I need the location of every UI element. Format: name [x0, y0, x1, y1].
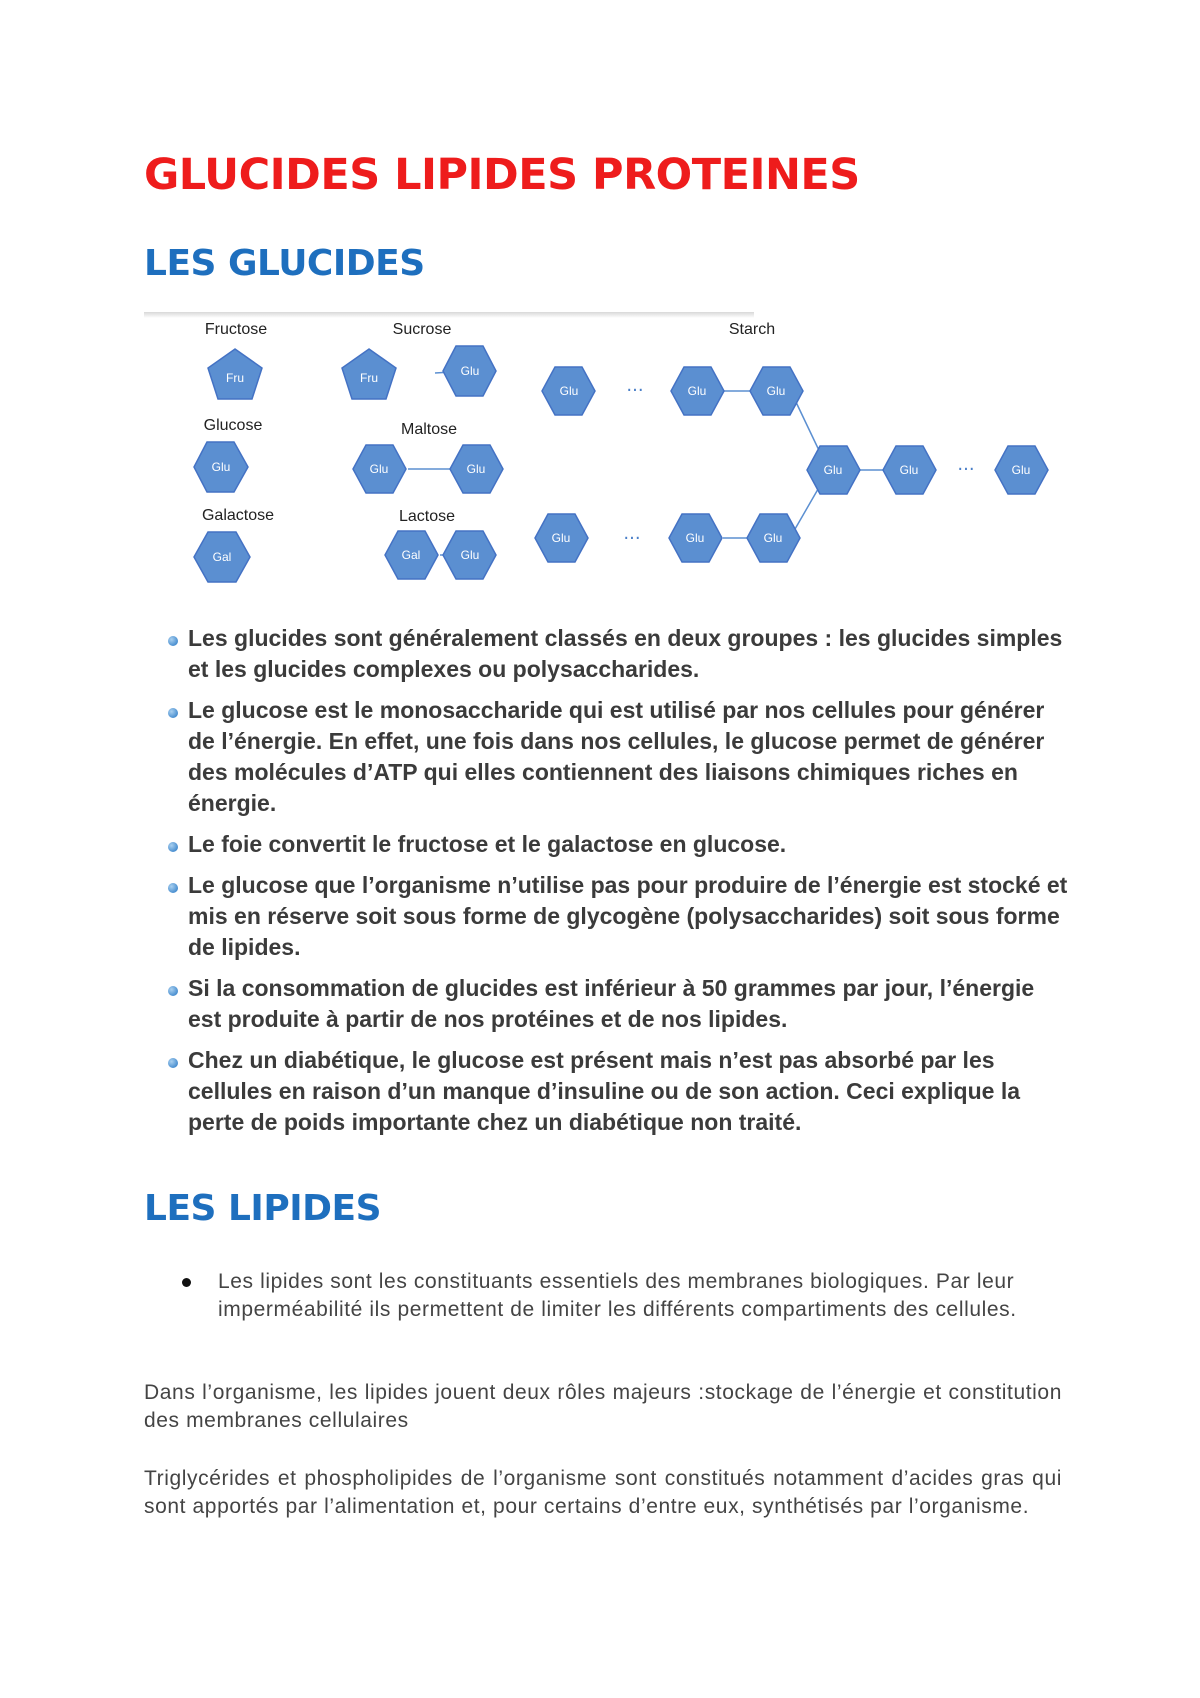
starch-glucose-hexagon [995, 446, 1048, 494]
bullet-icon [168, 1058, 178, 1068]
list-item: Le foie convertit le fructose et le galactose en glucose. [168, 829, 1068, 860]
unit-label: Glu [551, 531, 571, 546]
sucrose-glucose-hexagon [443, 346, 496, 396]
maltose-glucose-hexagon [353, 445, 406, 493]
unit-label: Fru [360, 371, 378, 386]
starch-glucose-hexagon [807, 446, 860, 494]
list-item: Si la consommation de glucides est inférieur à 50 grammes par jour, l’énergie est produite à partir de nos protéines et de nos lipides. [168, 973, 1068, 1035]
unit-label: Glu [211, 460, 231, 475]
lipides-paragraph: Dans l’organisme, les lipides jouent deux rôles majeurs :stockage de l’énergie et constitution des membranes cellulaires [144, 1381, 1062, 1432]
unit-label: Glu [766, 384, 786, 399]
glucose-hexagon [194, 442, 248, 492]
unit-label: Glu [899, 463, 919, 478]
starch-glucose-hexagon [750, 367, 803, 415]
glucides-bullet-list [168, 623, 1068, 1148]
unit-label: Glu [466, 462, 486, 477]
unit-label: Glu [460, 548, 480, 563]
heading-glucides: LES GLUCIDES [144, 243, 425, 284]
heading-lipides: LES LIPIDES [144, 1188, 382, 1229]
list-item: Le glucose est le monosaccharide qui est utilisé par nos cellules pour générer de l’énergie. En effet, une fois dans nos cellules, le glucose permet de générer des molécules d’ATP qui elles contiennent des liaisons chimiques riches en énergie. [168, 695, 1068, 819]
bullet-icon [168, 708, 178, 718]
galactose-hexagon [194, 532, 250, 582]
maltose-glucose-hexagon [450, 445, 503, 493]
bullet-icon [168, 883, 178, 893]
starch-glucose-hexagon [671, 367, 724, 415]
starch-ellipsis: ··· [957, 459, 975, 480]
label-sucrose: Sucrose [392, 321, 452, 338]
list-item: Les lipides sont les constituants essentiels des membranes biologiques. Par leur imperméabilité ils permettent de limiter les différents compartiments des cellules. [180, 1268, 1060, 1324]
bullet-icon [168, 986, 178, 996]
unit-label: Glu [559, 384, 579, 399]
starch-glucose-hexagon [883, 446, 936, 494]
carbohydrate-structure-diagram [144, 312, 1060, 592]
starch-glucose-hexagon [747, 514, 800, 562]
unit-label: Glu [460, 364, 480, 379]
unit-label: Glu [685, 531, 705, 546]
unit-label: Gal [212, 550, 232, 565]
lactose-glucose-hexagon [443, 531, 496, 579]
starch-glucose-hexagon [669, 514, 722, 562]
figure-top-shadow [144, 312, 754, 318]
label-glucose: Glucose [203, 417, 263, 434]
starch-glucose-hexagon [542, 367, 595, 415]
lipides-bullet-list [180, 1268, 1060, 1324]
unit-label: Fru [226, 371, 244, 386]
label-lactose: Lactose [398, 508, 456, 525]
unit-label: Gal [401, 548, 421, 563]
unit-label: Glu [1011, 463, 1031, 478]
label-galactose: Galactose [201, 507, 275, 524]
bullet-icon [182, 1278, 191, 1287]
page-title: GLUCIDES LIPIDES PROTEINES [144, 150, 860, 200]
lipides-paragraph: Triglycérides et phospholipides de l’organisme sont constitués notamment d’acides gras qui sont apportés par l’alimentation et, pour certains d’entre eux, synthétisés par l’organisme. [144, 1467, 1062, 1518]
label-starch: Starch [728, 321, 776, 338]
unit-label: Glu [687, 384, 707, 399]
starch-ellipsis: ··· [626, 380, 644, 401]
lactose-galactose-hexagon [385, 531, 438, 579]
bullet-icon [168, 636, 178, 646]
label-maltose: Maltose [400, 421, 458, 438]
starch-glucose-hexagon [535, 514, 588, 562]
label-fructose: Fructose [204, 321, 268, 338]
starch-ellipsis: ··· [623, 528, 641, 549]
list-item: Les glucides sont généralement classés en deux groupes : les glucides simples et les glucides complexes ou polysaccharides. [168, 623, 1068, 685]
bullet-icon [168, 842, 178, 852]
list-item: Le glucose que l’organisme n’utilise pas pour produire de l’énergie est stocké et mis en réserve soit sous forme de glycogène (polysaccharides) soit sous forme de lipides. [168, 870, 1068, 963]
unit-label: Glu [369, 462, 389, 477]
carbohydrate-diagram-svg [144, 312, 1060, 592]
list-item: Chez un diabétique, le glucose est présent mais n’est pas absorbé par les cellules en raison d’un manque d’insuline ou de son action. Ceci explique la perte de poids importante chez un diabétique non traité. [168, 1045, 1068, 1138]
unit-label: Glu [763, 531, 783, 546]
unit-label: Glu [823, 463, 843, 478]
